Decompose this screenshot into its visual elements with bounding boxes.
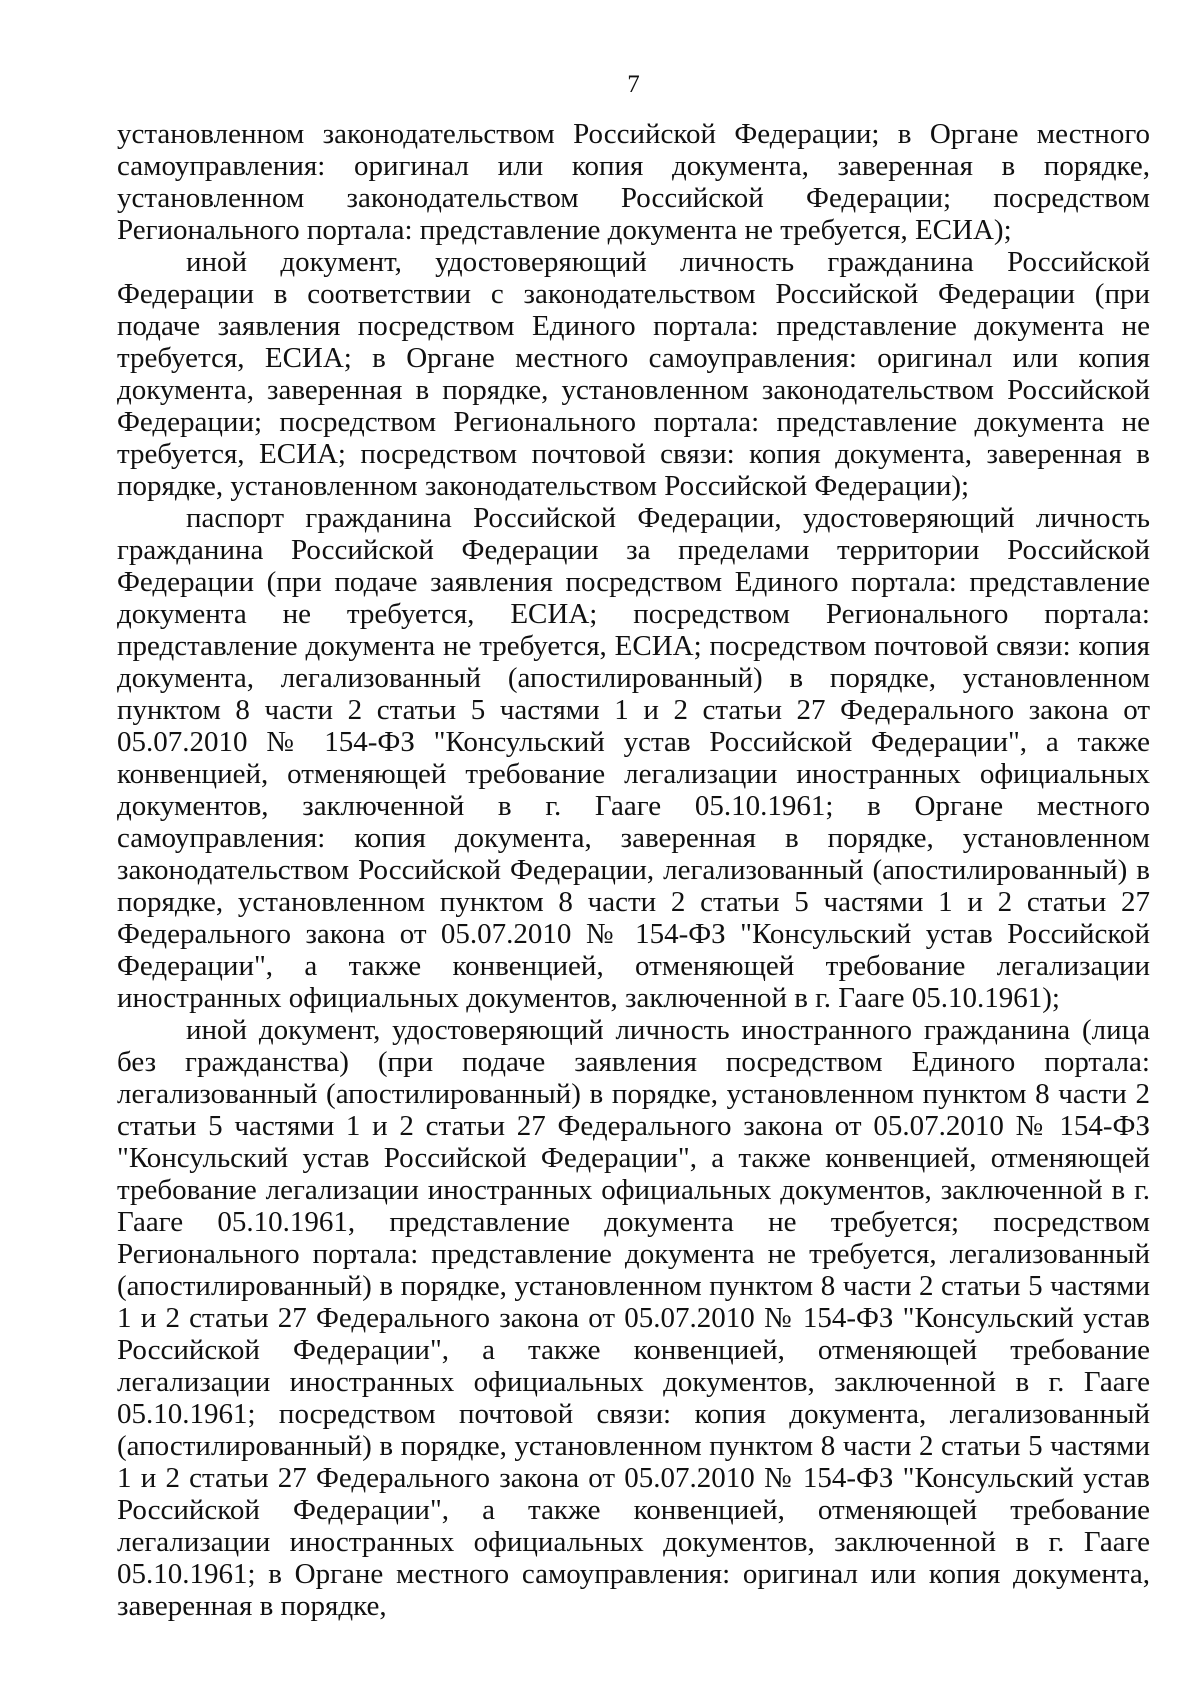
page-number: 7 bbox=[627, 71, 640, 98]
paragraph-other-identity-document: иной документ, удостоверяющий личность гражданина Российской Федерации в соответствии с законодательством Российской Федерации (при подаче заявления посредством Единого портала: представление документа не требуется, ЕСИА; в Органе местного самоуправления: оригинал или копия документа, заверенная в порядке, установленном законодательством Российской Федерации; посредством Регионального портала: представление документа не требуется, ЕСИА; посредством почтовой связи: копия документа, заверенная в порядке, установленном законодательством Российской Федерации); bbox=[117, 246, 1150, 502]
paragraph-foreign-citizen-document: иной документ, удостоверяющий личность иностранного гражданина (лица без гражданства) (при подаче заявления посредством Единого портала: легализованный (апостилированный) в порядке, установленном пунктом 8 части 2 статьи 5 частями 1 и 2 статьи 27 Федерального закона от 05.07.2010 № 154-ФЗ "Консульский устав Российской Федерации", а также конвенцией, отменяющей требование легализации иностранных официальных документов, заключенной в г. Гааге 05.10.1961, представление документа не требуется; посредством Регионального портала: представление документа не требуется, легализованный (апостилированный) в порядке, установленном пунктом 8 части 2 статьи 5 частями 1 и 2 статьи 27 Федерального закона от 05.07.2010 № 154-ФЗ "Консульский устав Российской Федерации", а также конвенцией, отменяющей требование легализации иностранных официальных документов, заключенной в г. Гааге 05.10.1961; посредством почтовой связи: копия документа, легализованный (апостилированный) в порядке, установленном пунктом 8 части 2 статьи 5 частями 1 и 2 статьи 27 Федерального закона от 05.07.2010 № 154-ФЗ "Консульский устав Российской Федерации", а также конвенцией, отменяющей требование легализации иностранных официальных документов, заключенной в г. Гааге 05.10.1961; в Органе местного самоуправления: оригинал или копия документа, заверенная в порядке, bbox=[117, 1014, 1150, 1622]
paragraph-continuation: установленном законодательством Российской Федерации; в Органе местного самоуправления: оригинал или копия документа, заверенная в порядке, установленном законодательством Российской Федерации; посредством Регионального портала: представление документа не требуется, ЕСИА); bbox=[117, 118, 1150, 246]
document-body bbox=[117, 118, 1150, 1622]
paragraph-foreign-passport: паспорт гражданина Российской Федерации, удостоверяющий личность гражданина Российской Федерации за пределами территории Российской Федерации (при подаче заявления посредством Единого портала: представление документа не требуется, ЕСИА; посредством Регионального портала: представление документа не требуется, ЕСИА; посредством почтовой связи: копия документа, легализованный (апостилированный) в порядке, установленном пунктом 8 части 2 статьи 5 частями 1 и 2 статьи 27 Федерального закона от 05.07.2010 № 154-ФЗ "Консульский устав Российской Федерации", а также конвенцией, отменяющей требование легализации иностранных официальных документов, заключенной в г. Гааге 05.10.1961; в Органе местного самоуправления: копия документа, заверенная в порядке, установленном законодательством Российской Федерации, легализованный (апостилированный) в порядке, установленном пунктом 8 части 2 статьи 5 частями 1 и 2 статьи 27 Федерального закона от 05.07.2010 № 154-ФЗ "Консульский устав Российской Федерации", а также конвенцией, отменяющей требование легализации иностранных официальных документов, заключенной в г. Гааге 05.10.1961); bbox=[117, 502, 1150, 1014]
